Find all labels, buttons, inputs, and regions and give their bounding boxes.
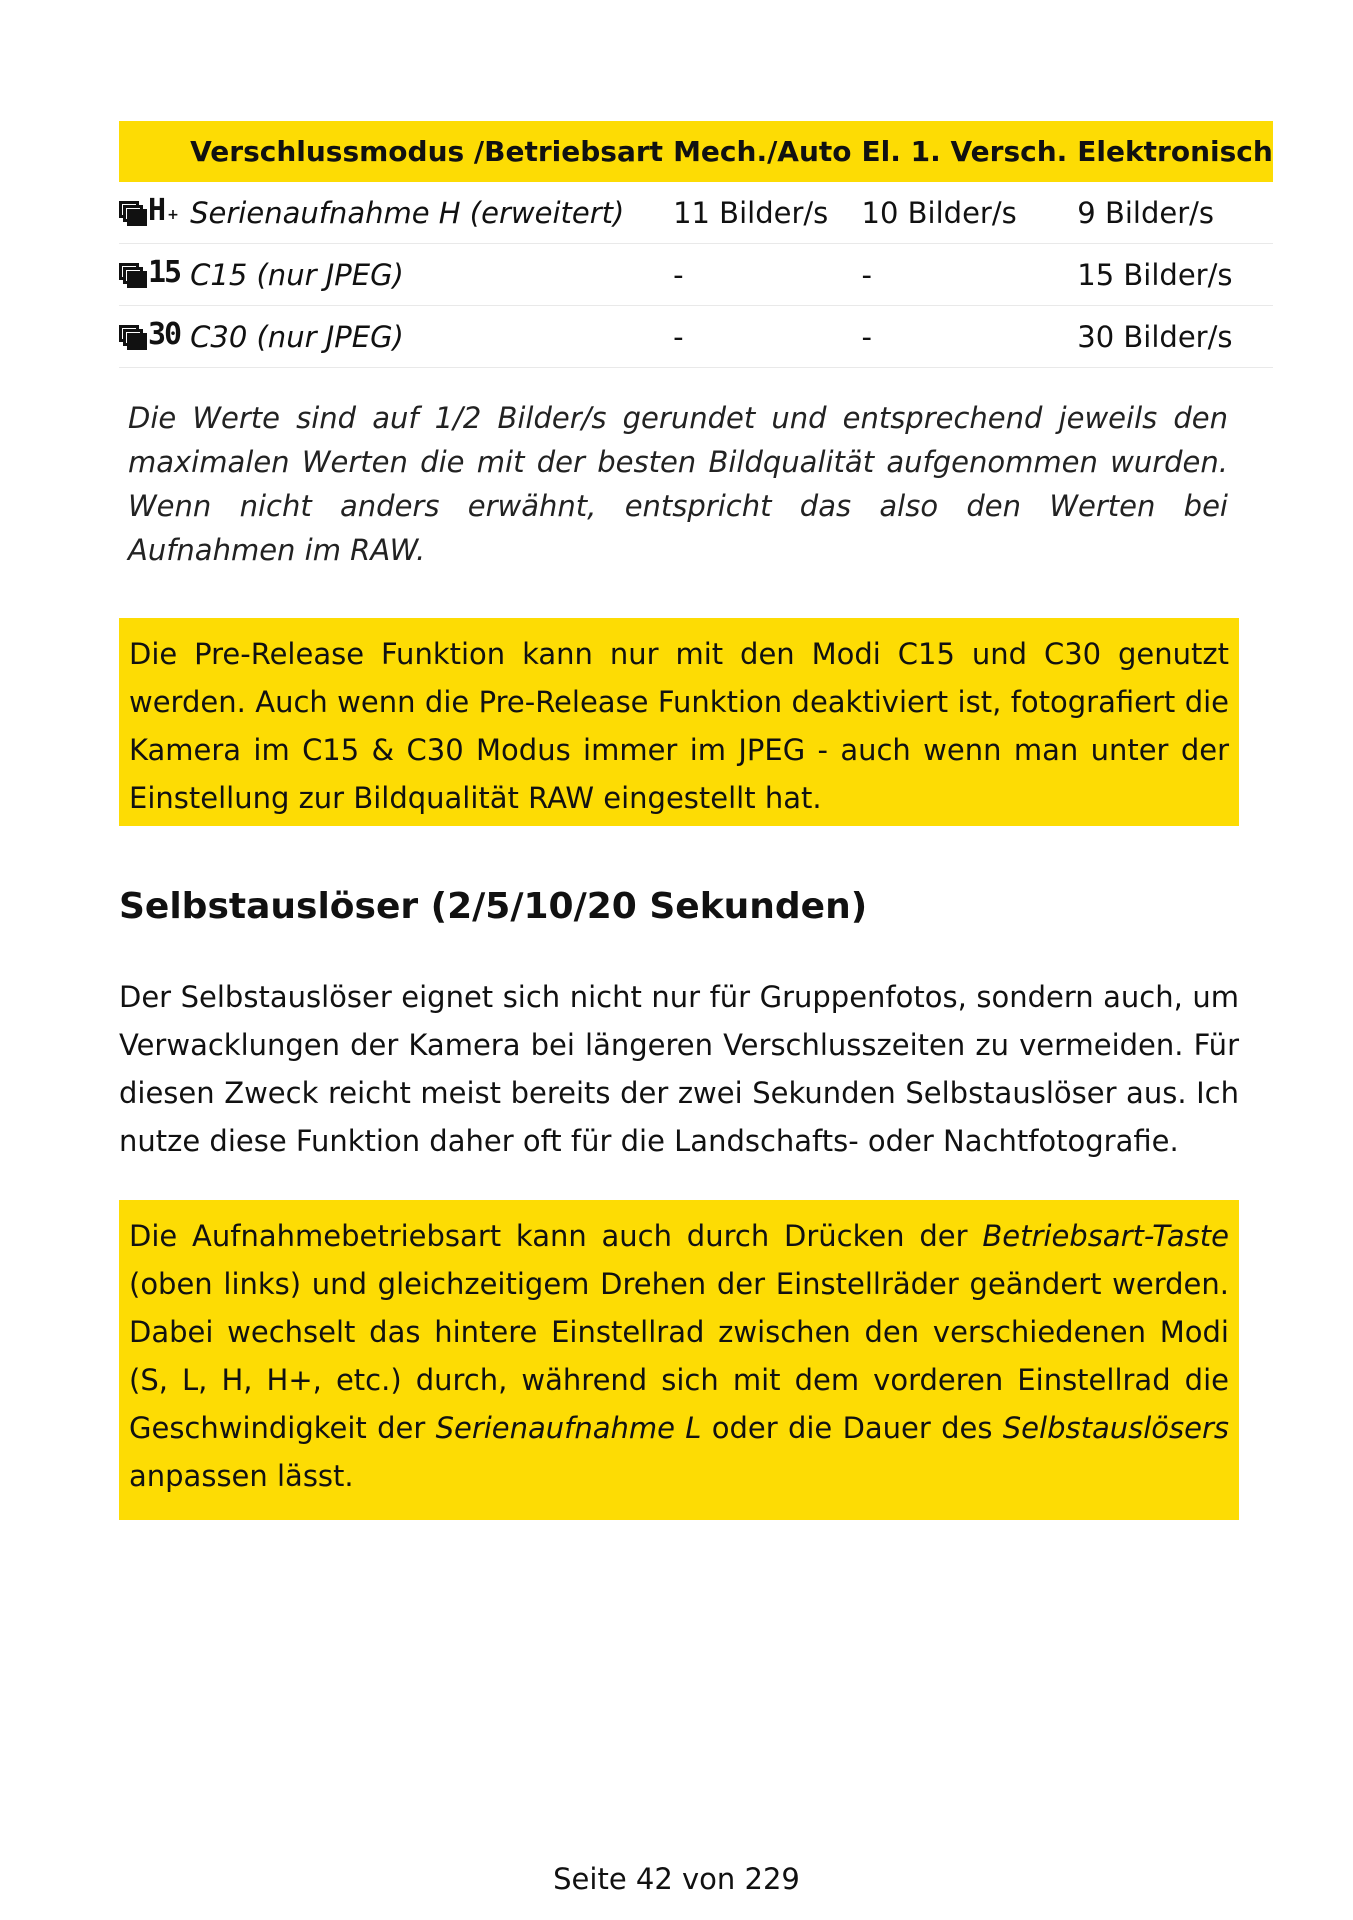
- header-el1: El. 1. Versch.: [852, 121, 1068, 182]
- mode-cell: C30 (nur JPEG): [180, 306, 663, 368]
- header-mode: Verschlussmodus /Betriebsart: [180, 121, 663, 182]
- table-row: [119, 306, 1273, 368]
- drive-mode-button-hint-box: Die Aufnahmebetriebsart kann auch durch Drücken der Betriebsart-Taste (oben links) und gleichzeitigem Drehen der Einstellräder geändert werden. Dabei wechselt das hintere Einstellrad zwischen den verschiedenen Modi (S, L, H, H+, etc.) durch, während sich mit dem vorderen Einstellrad die Geschwindigkeit der Serienaufnahme L oder die Dauer des Selbstauslösers anpassen lässt.: [119, 1200, 1239, 1520]
- el1-cell: -: [852, 244, 1068, 306]
- electronic-cell: 15 Bilder/s: [1067, 244, 1273, 306]
- mech-cell: -: [663, 244, 851, 306]
- serial-c15-icon: 15: [119, 261, 180, 285]
- serial-h-plus-icon: H +: [119, 199, 179, 223]
- electronic-cell: 30 Bilder/s: [1067, 306, 1273, 368]
- mode-cell: C15 (nur JPEG): [180, 244, 663, 306]
- mech-cell: -: [663, 306, 851, 368]
- row-icon-cell: [119, 182, 180, 244]
- el1-cell: -: [852, 306, 1068, 368]
- row-icon-cell: [119, 306, 180, 368]
- page-number: Seite 42 von 229: [553, 1862, 800, 1896]
- header-icon-col: [119, 121, 180, 182]
- row-icon-cell: [119, 244, 180, 306]
- table-row: [119, 182, 1273, 244]
- self-timer-paragraph: Der Selbstauslöser eignet sich nicht nur für Gruppenfotos, sondern auch, um Verwacklungen der Kamera bei längeren Verschlusszeiten zu vermeiden. Für diesen Zweck reicht meist bereits der zwei Sekunden Selbstauslöser aus. Ich nutze diese Funktion daher oft für die Landschafts- oder Nachtfotografie.: [119, 980, 1239, 1158]
- table-header-row: [119, 121, 1273, 182]
- el1-cell: 10 Bilder/s: [852, 182, 1068, 244]
- electronic-cell: 9 Bilder/s: [1067, 182, 1273, 244]
- serial-c30-icon: 30: [119, 323, 180, 347]
- table-footnote: Die Werte sind auf 1/2 Bilder/s gerundet und entsprechend jeweils den maximalen Werten die mit der besten Bildqualität aufgenommen wurden. Wenn nicht anders erwähnt, entspricht das also den Werten bei Aufnahmen im RAW.: [128, 401, 1228, 567]
- pre-release-hint-box: Die Pre-Release Funktion kann nur mit den Modi C15 und C30 genutzt werden. Auch wenn die Pre-Release Funktion deaktiviert ist, fotografiert die Kamera im C15 & C30 Modus immer im JPEG - auch wenn man unter der Einstellung zur Bildqualität RAW eingestellt hat.: [119, 618, 1239, 826]
- mech-cell: 11 Bilder/s: [663, 182, 851, 244]
- table-row: [119, 244, 1273, 306]
- drive-mode-table: [119, 121, 1273, 368]
- section-heading: Selbstauslöser (2/5/10/20 Sekunden): [119, 886, 868, 927]
- header-mech: Mech./Auto: [663, 121, 851, 182]
- header-electronic: Elektronisch: [1067, 121, 1273, 182]
- mode-cell: Serienaufnahme H (erweitert): [180, 182, 663, 244]
